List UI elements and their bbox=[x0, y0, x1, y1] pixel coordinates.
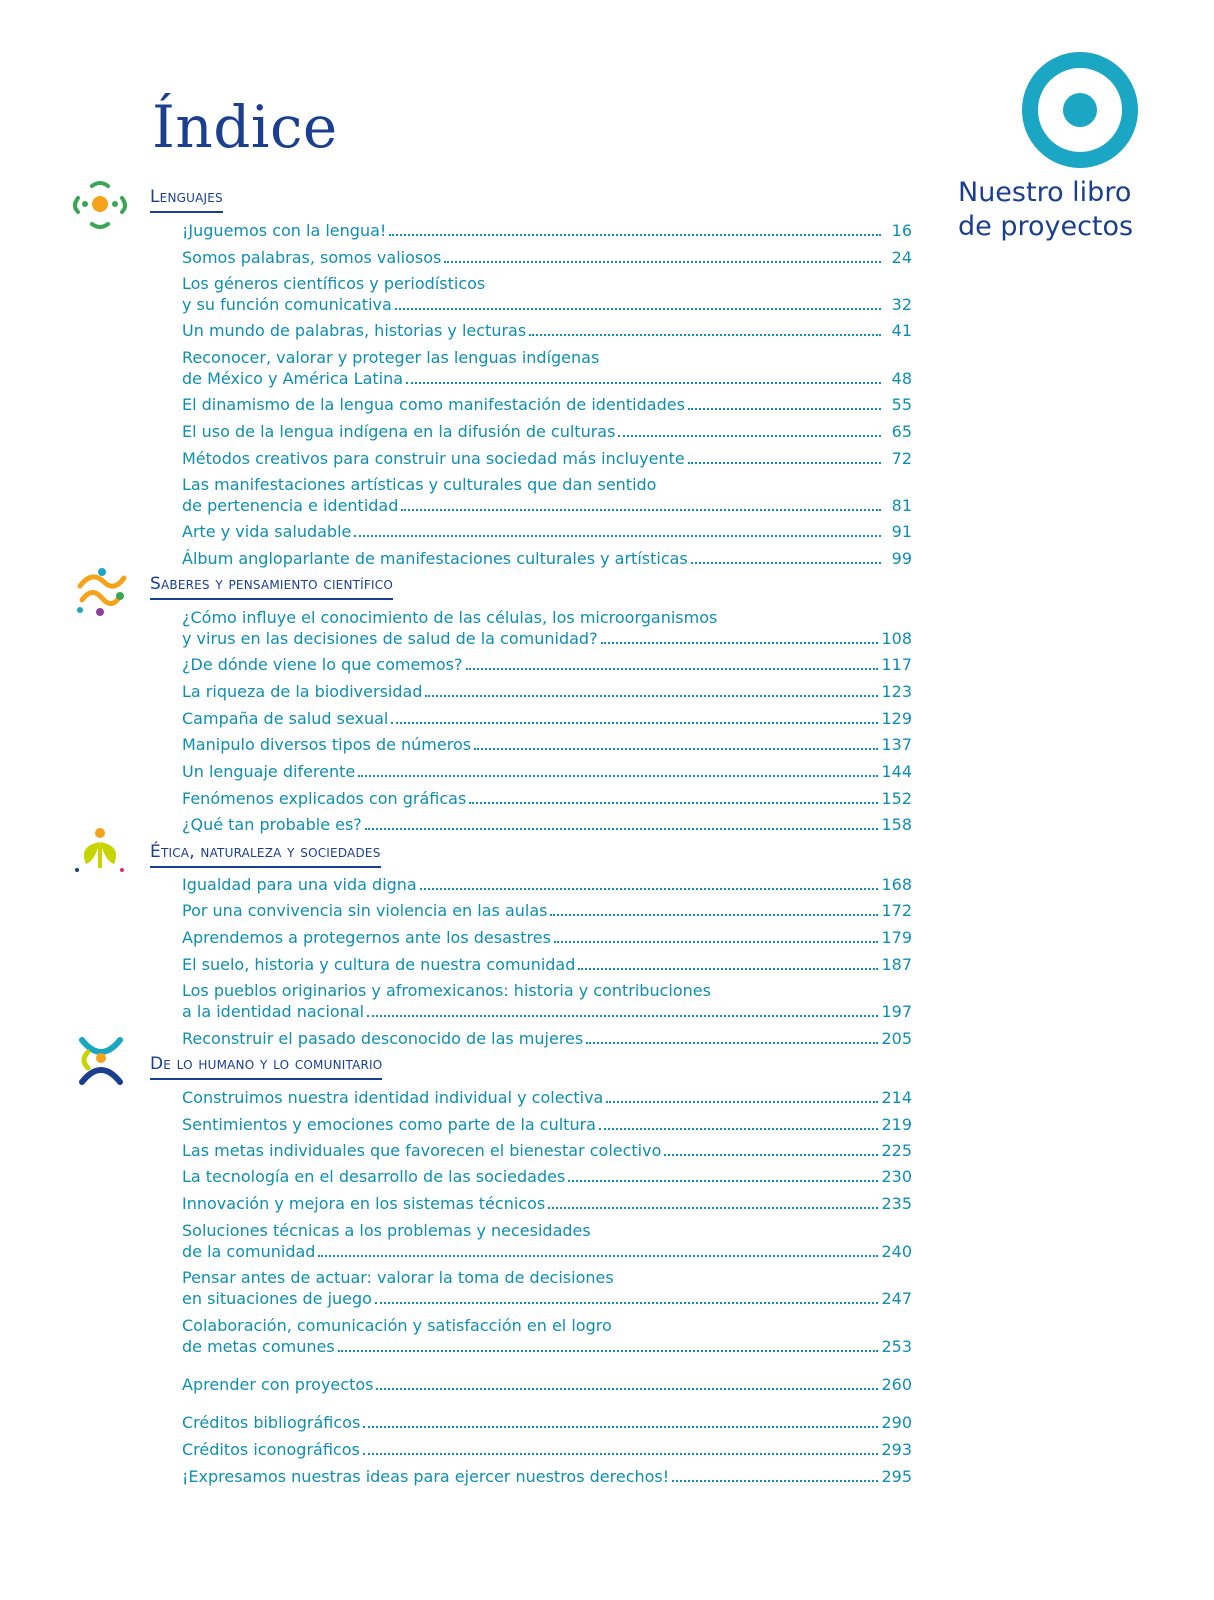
toc-entry-row bbox=[182, 1140, 912, 1161]
toc-entry-title-line: El dinamismo de la lengua como manifestación de identidades bbox=[182, 395, 685, 414]
humano-icon bbox=[74, 1036, 128, 1086]
toc-entry-title-line: Manipulo diversos tipos de números bbox=[182, 735, 472, 754]
toc-entry-title-line: y virus en las decisiones de salud de la comunidad? bbox=[182, 629, 598, 648]
toc-entry[interactable] bbox=[182, 273, 912, 315]
toc-entry[interactable] bbox=[182, 421, 912, 442]
page-number: 48 bbox=[891, 369, 912, 388]
toc-entry-row bbox=[182, 1412, 912, 1433]
toc-entry[interactable] bbox=[182, 521, 912, 542]
toc-entry-row bbox=[182, 654, 912, 675]
page-number: 81 bbox=[891, 496, 912, 515]
toc-entry[interactable] bbox=[182, 1114, 912, 1135]
toc-entry-title-line: de la comunidad bbox=[182, 1242, 316, 1261]
toc-entry-title-line: Somos palabras, somos valiosos bbox=[182, 248, 442, 267]
toc-entry-row bbox=[182, 247, 912, 268]
dot-leader bbox=[474, 748, 878, 750]
page-number: 172 bbox=[881, 901, 912, 920]
dot-leader bbox=[548, 1207, 878, 1209]
toc-entry-row bbox=[182, 1288, 912, 1309]
page-number: 197 bbox=[881, 1002, 912, 1021]
dot-leader bbox=[358, 775, 878, 777]
toc-entry-title-line: Soluciones técnicas a los problemas y necesidades bbox=[182, 1221, 591, 1240]
toc-entry-title-line: Innovación y mejora en los sistemas técnicos bbox=[182, 1194, 546, 1213]
page-number: 108 bbox=[881, 629, 912, 648]
section-heading-lenguajes bbox=[150, 187, 223, 213]
section-title: Lenguajes bbox=[150, 187, 223, 213]
dot-leader bbox=[338, 1350, 879, 1352]
dot-leader bbox=[367, 1015, 878, 1017]
dot-leader bbox=[618, 435, 881, 437]
dot-leader bbox=[376, 1388, 878, 1390]
toc-entry-row bbox=[182, 814, 912, 835]
toc-entry-title-line: Pensar antes de actuar: valorar la toma de decisiones bbox=[182, 1268, 614, 1287]
toc-entry[interactable] bbox=[182, 681, 912, 702]
page-number: 295 bbox=[881, 1467, 912, 1486]
page-number: 32 bbox=[891, 295, 912, 314]
toc-entry-row bbox=[182, 734, 912, 755]
toc-entry-row bbox=[182, 294, 912, 315]
toc-entry-row bbox=[182, 788, 912, 809]
target-logo-icon bbox=[1020, 50, 1140, 170]
toc-entry-row bbox=[182, 1439, 912, 1460]
toc-entry[interactable] bbox=[182, 347, 912, 389]
dot-leader bbox=[568, 1180, 878, 1182]
page-number: 99 bbox=[891, 549, 912, 568]
dot-leader bbox=[444, 261, 881, 263]
toc-entry-title-line: Sentimientos y emociones como parte de la cultura bbox=[182, 1115, 596, 1134]
toc-entry[interactable] bbox=[182, 1315, 912, 1357]
toc-entry-row bbox=[182, 1374, 912, 1395]
toc-entry-title-line: Las manifestaciones artísticas y culturales que dan sentido bbox=[182, 475, 657, 494]
dot-leader bbox=[599, 1128, 878, 1130]
toc-entry[interactable] bbox=[182, 874, 912, 895]
page-number: 158 bbox=[881, 815, 912, 834]
toc-entry-title-line: Los géneros científicos y periodísticos bbox=[182, 274, 486, 293]
page-number: 225 bbox=[881, 1141, 912, 1160]
toc-entry[interactable] bbox=[182, 1028, 912, 1049]
toc-entry-title-line: Aprender con proyectos bbox=[182, 1375, 374, 1394]
page-title: Índice bbox=[152, 93, 338, 161]
toc-entry[interactable] bbox=[182, 1193, 912, 1214]
dot-leader bbox=[554, 941, 879, 943]
dot-leader bbox=[691, 562, 881, 564]
toc-entry-row bbox=[182, 220, 912, 241]
page-number: 179 bbox=[881, 928, 912, 947]
toc-entry[interactable] bbox=[182, 980, 912, 1022]
page-number: 117 bbox=[881, 655, 912, 674]
brand-line-2: de proyectos bbox=[958, 211, 1134, 242]
toc-entry-title-line: Arte y vida saludable bbox=[182, 522, 352, 541]
toc-entry[interactable] bbox=[182, 1466, 912, 1487]
toc-entry-title-line: Reconstruir el pasado desconocido de las mujeres bbox=[182, 1029, 584, 1048]
toc-entry-title-line: La tecnología en el desarrollo de las sociedades bbox=[182, 1167, 566, 1186]
page-number: 129 bbox=[881, 709, 912, 728]
dot-leader bbox=[354, 535, 881, 537]
toc-entry-title-line: y su función comunicativa bbox=[182, 295, 392, 314]
toc-entry[interactable] bbox=[182, 900, 912, 921]
dot-leader bbox=[365, 828, 879, 830]
dot-leader bbox=[395, 308, 881, 310]
toc-entry-row bbox=[182, 1114, 912, 1135]
toc-entry-title-line: Un mundo de palabras, historias y lecturas bbox=[182, 321, 527, 340]
toc-entry[interactable] bbox=[182, 654, 912, 675]
toc-entry-title-line: Fenómenos explicados con gráficas bbox=[182, 789, 467, 808]
toc-entry-title-line: de México y América Latina bbox=[182, 369, 404, 388]
page-number: 235 bbox=[881, 1194, 912, 1213]
page-number: 91 bbox=[891, 522, 912, 541]
toc-entry-title-line: Por una convivencia sin violencia en las aulas bbox=[182, 901, 548, 920]
dot-leader bbox=[586, 1042, 878, 1044]
dot-leader bbox=[550, 914, 878, 916]
toc-entry[interactable] bbox=[182, 548, 912, 569]
toc-entry[interactable] bbox=[182, 927, 912, 948]
saberes-icon bbox=[72, 566, 128, 620]
toc-entry[interactable] bbox=[182, 1374, 912, 1395]
toc-entry-row bbox=[182, 1193, 912, 1214]
toc-entry-row bbox=[182, 1087, 912, 1108]
page-number: 293 bbox=[881, 1440, 912, 1459]
toc-entry-title-line: ¿De dónde viene lo que comemos? bbox=[182, 655, 463, 674]
toc-entry[interactable] bbox=[182, 734, 912, 755]
toc-entry-title-line: de pertenencia e identidad bbox=[182, 496, 399, 515]
toc-entry-row bbox=[182, 368, 912, 389]
page-number: 187 bbox=[881, 955, 912, 974]
toc-entry[interactable] bbox=[182, 1267, 912, 1309]
toc-entry-row bbox=[182, 448, 912, 469]
toc-entry-row bbox=[182, 521, 912, 542]
dot-leader bbox=[375, 1302, 878, 1304]
toc-entry[interactable] bbox=[182, 220, 912, 241]
toc-entry[interactable] bbox=[182, 1439, 912, 1460]
toc-entry[interactable] bbox=[182, 708, 912, 729]
dot-leader bbox=[391, 722, 878, 724]
toc-entry-row bbox=[182, 320, 912, 341]
section-title: Saberes y pensamiento científico bbox=[150, 574, 393, 600]
section-title: Ética, naturaleza y sociedades bbox=[150, 842, 381, 868]
toc-entry-row bbox=[182, 394, 912, 415]
toc-entry-row bbox=[182, 874, 912, 895]
toc-entry-row bbox=[182, 900, 912, 921]
toc-entry[interactable] bbox=[182, 1166, 912, 1187]
toc-entry[interactable] bbox=[182, 761, 912, 782]
page-number: 290 bbox=[881, 1413, 912, 1432]
dot-leader bbox=[529, 334, 881, 336]
toc-entry-title-line: Álbum angloparlante de manifestaciones culturales y artísticas bbox=[182, 549, 688, 568]
page-number: 205 bbox=[881, 1029, 912, 1048]
toc-entry[interactable] bbox=[182, 474, 912, 516]
page-number: 152 bbox=[881, 789, 912, 808]
toc-entry-row bbox=[182, 761, 912, 782]
dot-leader bbox=[363, 1453, 879, 1455]
dot-leader bbox=[606, 1101, 878, 1103]
dot-leader bbox=[420, 888, 879, 890]
dot-leader bbox=[601, 642, 879, 644]
page-number: 214 bbox=[881, 1088, 912, 1107]
toc-entry-row bbox=[182, 548, 912, 569]
toc-entry[interactable] bbox=[182, 607, 912, 649]
dot-leader bbox=[425, 695, 878, 697]
toc-entry-title-line: en situaciones de juego bbox=[182, 1289, 372, 1308]
toc-entry-title-line: ¿Cómo influye el conocimiento de las células, los microorganismos bbox=[182, 608, 718, 627]
toc-entry[interactable] bbox=[182, 788, 912, 809]
toc-entry-title-line: ¡Expresamos nuestras ideas para ejercer nuestros derechos! bbox=[182, 1467, 670, 1486]
dot-leader bbox=[466, 668, 879, 670]
toc-entry-row bbox=[182, 1336, 912, 1357]
page-number: 123 bbox=[881, 682, 912, 701]
page-number: 72 bbox=[891, 449, 912, 468]
toc-entry-title-line: Un lenguaje diferente bbox=[182, 762, 356, 781]
toc-entry-row bbox=[182, 628, 912, 649]
toc-entry-title-line: a la identidad nacional bbox=[182, 1002, 365, 1021]
toc-entry-title-line: Aprendemos a protegernos ante los desastres bbox=[182, 928, 551, 947]
brand-text bbox=[958, 176, 1158, 244]
page-number: 41 bbox=[891, 321, 912, 340]
toc-entry-title-line: Construimos nuestra identidad individual y colectiva bbox=[182, 1088, 604, 1107]
page-number: 240 bbox=[881, 1242, 912, 1261]
toc-entry-row bbox=[182, 681, 912, 702]
dot-leader bbox=[363, 1426, 878, 1428]
toc-entry[interactable] bbox=[182, 394, 912, 415]
toc-entry-title-line: Créditos bibliográficos bbox=[182, 1413, 361, 1432]
section-heading-humano bbox=[150, 1054, 382, 1080]
toc-entry-title-line: Créditos iconográficos bbox=[182, 1440, 360, 1459]
page-number: 24 bbox=[891, 248, 912, 267]
toc-entry-row bbox=[182, 927, 912, 948]
dot-leader bbox=[469, 802, 878, 804]
toc-entry-title-line: El suelo, historia y cultura de nuestra comunidad bbox=[182, 955, 576, 974]
toc-entry-row bbox=[182, 708, 912, 729]
page-number: 65 bbox=[891, 422, 912, 441]
page-number: 247 bbox=[881, 1289, 912, 1308]
toc-entry-title-line: Reconocer, valorar y proteger las lenguas indígenas bbox=[182, 348, 600, 367]
dot-leader bbox=[318, 1255, 878, 1257]
page-number: 137 bbox=[881, 735, 912, 754]
dot-leader bbox=[389, 234, 881, 236]
toc-entry[interactable] bbox=[182, 448, 912, 469]
toc-entry-row bbox=[182, 1166, 912, 1187]
toc-entry[interactable] bbox=[182, 1140, 912, 1161]
etica-icon bbox=[74, 826, 128, 876]
dot-leader bbox=[688, 462, 881, 464]
toc-entry-title-line: Las metas individuales que favorecen el bienestar colectivo bbox=[182, 1141, 662, 1160]
section-title: De lo humano y lo comunitario bbox=[150, 1054, 382, 1080]
toc-entry-title-line: Igualdad para una vida digna bbox=[182, 875, 417, 894]
dot-leader bbox=[672, 1480, 878, 1482]
dot-leader bbox=[688, 408, 881, 410]
page-number: 16 bbox=[891, 221, 912, 240]
toc-entry-title-line: ¿Qué tan probable es? bbox=[182, 815, 362, 834]
toc-entry-row bbox=[182, 495, 912, 516]
dot-leader bbox=[401, 509, 881, 511]
page-number: 260 bbox=[881, 1375, 912, 1394]
page-number: 253 bbox=[881, 1337, 912, 1356]
dot-leader bbox=[406, 382, 881, 384]
toc-entry-title-line: de metas comunes bbox=[182, 1337, 335, 1356]
toc-entry[interactable] bbox=[182, 1220, 912, 1262]
toc-entry-title-line: Campaña de salud sexual bbox=[182, 709, 389, 728]
section-heading-etica bbox=[150, 842, 381, 868]
toc-entry-title-line: Los pueblos originarios y afromexicanos: historia y contribuciones bbox=[182, 981, 711, 1000]
page-number: 144 bbox=[881, 762, 912, 781]
toc-entry-title-line: La riqueza de la biodiversidad bbox=[182, 682, 423, 701]
section-heading-saberes bbox=[150, 574, 393, 600]
dot-leader bbox=[578, 968, 878, 970]
toc-entry-row bbox=[182, 1028, 912, 1049]
toc-entry[interactable] bbox=[182, 1412, 912, 1433]
brand-line-1: Nuestro libro bbox=[958, 177, 1132, 208]
page-number: 168 bbox=[881, 875, 912, 894]
dot-leader bbox=[664, 1154, 878, 1156]
page-number: 55 bbox=[891, 395, 912, 414]
lenguajes-icon bbox=[72, 180, 128, 230]
toc-entry-row bbox=[182, 1466, 912, 1487]
toc-entry[interactable] bbox=[182, 1087, 912, 1108]
toc-entry-title-line: ¡Juguemos con la lengua! bbox=[182, 221, 387, 240]
toc-entry-row bbox=[182, 954, 912, 975]
toc-entry[interactable] bbox=[182, 814, 912, 835]
toc-entry-title-line: Métodos creativos para construir una sociedad más incluyente bbox=[182, 449, 685, 468]
toc-entry[interactable] bbox=[182, 954, 912, 975]
toc-entry-row bbox=[182, 421, 912, 442]
page-number: 219 bbox=[881, 1115, 912, 1134]
toc-entry-row bbox=[182, 1001, 912, 1022]
toc-entry-row bbox=[182, 1241, 912, 1262]
toc-entry-title-line: El uso de la lengua indígena en la difusión de culturas bbox=[182, 422, 616, 441]
toc-entry-title-line: Colaboración, comunicación y satisfacción en el logro bbox=[182, 1316, 612, 1335]
toc-entry[interactable] bbox=[182, 320, 912, 341]
page-number: 230 bbox=[881, 1167, 912, 1186]
toc-entry[interactable] bbox=[182, 247, 912, 268]
